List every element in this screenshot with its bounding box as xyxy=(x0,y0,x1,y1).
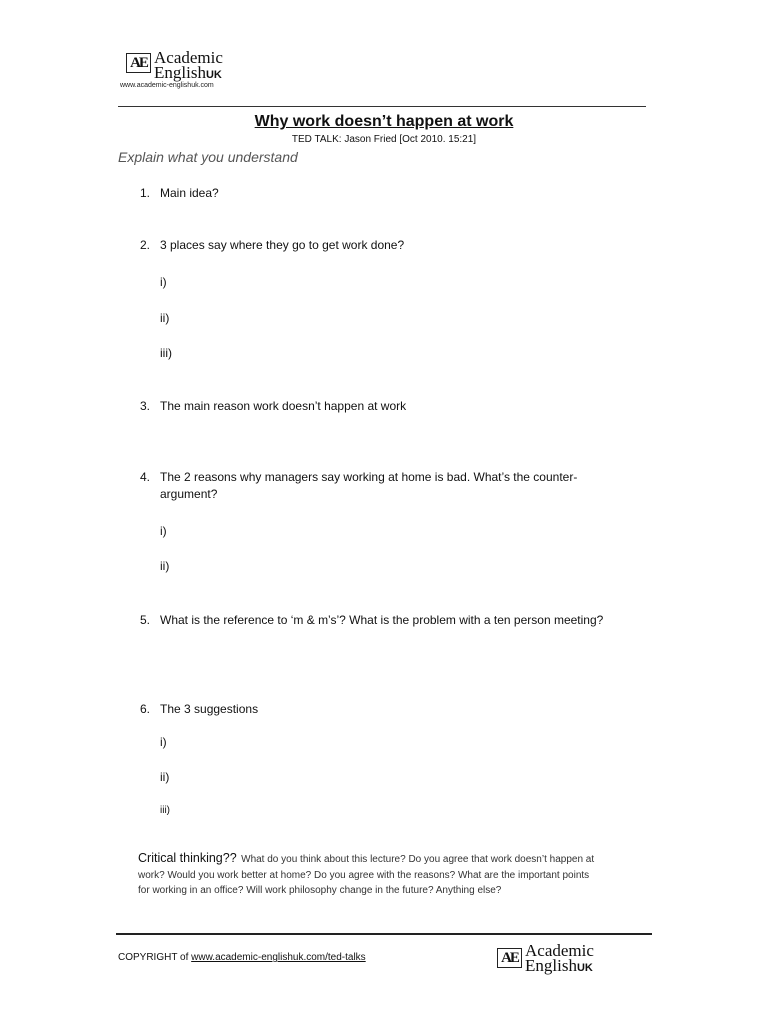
question-number: 6. xyxy=(140,702,151,716)
header-divider xyxy=(118,106,646,107)
logo-line1: Academic xyxy=(154,48,223,67)
question-number: 5. xyxy=(140,613,151,627)
question-5 xyxy=(140,612,603,629)
answer-label: i) xyxy=(160,735,167,749)
logo-uk: UK xyxy=(576,962,593,974)
answer-label: iii) xyxy=(160,346,172,360)
question-2 xyxy=(140,237,404,254)
logo-line1: Academic xyxy=(525,941,594,960)
ted-talks-link[interactable]: www.academic-englishuk.com/ted-talks xyxy=(191,952,366,963)
copyright-label: COPYRIGHT of xyxy=(118,952,189,963)
logo-uk: UK xyxy=(205,69,222,81)
footer-copyright xyxy=(118,952,366,963)
critical-line-1: What do you think about this lecture? Do you agree that work doesn’t happen at xyxy=(241,854,595,865)
question-number: 2. xyxy=(140,238,151,252)
answer-label: i) xyxy=(160,275,167,289)
critical-thinking xyxy=(138,850,658,898)
header-website: www.academic-englishuk.com xyxy=(120,82,214,89)
answer-label: ii) xyxy=(160,559,170,573)
answer-label: ii) xyxy=(160,311,170,325)
question-number: 4. xyxy=(140,470,151,484)
instruction: Explain what you understand xyxy=(118,149,298,165)
logo-mark: AE xyxy=(126,53,151,73)
footer-logo xyxy=(497,943,594,976)
question-4 xyxy=(140,469,577,486)
critical-line-2: work? Would you work better at home? Do you agree with the reasons? What are the important points xyxy=(138,870,590,881)
question-number: 3. xyxy=(140,399,151,413)
question-6 xyxy=(140,701,258,718)
critical-line-3: for working in an office? Will work philosophy change in the future? Anything else? xyxy=(138,885,502,896)
answer-label: iii) xyxy=(160,805,170,816)
question-text: The main reason work doesn’t happen at work xyxy=(160,399,407,413)
footer-divider xyxy=(116,933,652,935)
logo-line2: English xyxy=(525,956,577,975)
answer-label: ii) xyxy=(160,770,170,784)
question-text: The 2 reasons why managers say working at home is bad. What’s the counter- xyxy=(160,470,578,484)
question-4-continued: argument? xyxy=(160,487,218,501)
critical-heading: Critical thinking?? xyxy=(138,851,237,865)
question-text: 3 places say where they go to get work done? xyxy=(160,238,405,252)
header-logo xyxy=(126,50,223,83)
page-subtitle: TED TALK: Jason Fried [Oct 2010. 15:21] xyxy=(291,134,477,145)
answer-label: i) xyxy=(160,524,167,538)
logo-line2: English xyxy=(154,63,206,82)
question-3 xyxy=(140,398,406,415)
question-1 xyxy=(140,185,219,202)
question-text: The 3 suggestions xyxy=(160,702,259,716)
question-number: 1. xyxy=(140,186,151,200)
logo-mark: AE xyxy=(497,948,522,968)
question-text: Main idea? xyxy=(160,186,219,200)
question-text: What is the reference to ‘m & m’s’? What is the problem with a ten person meeting? xyxy=(160,613,604,627)
page-title: Why work doesn’t happen at work xyxy=(254,113,514,130)
